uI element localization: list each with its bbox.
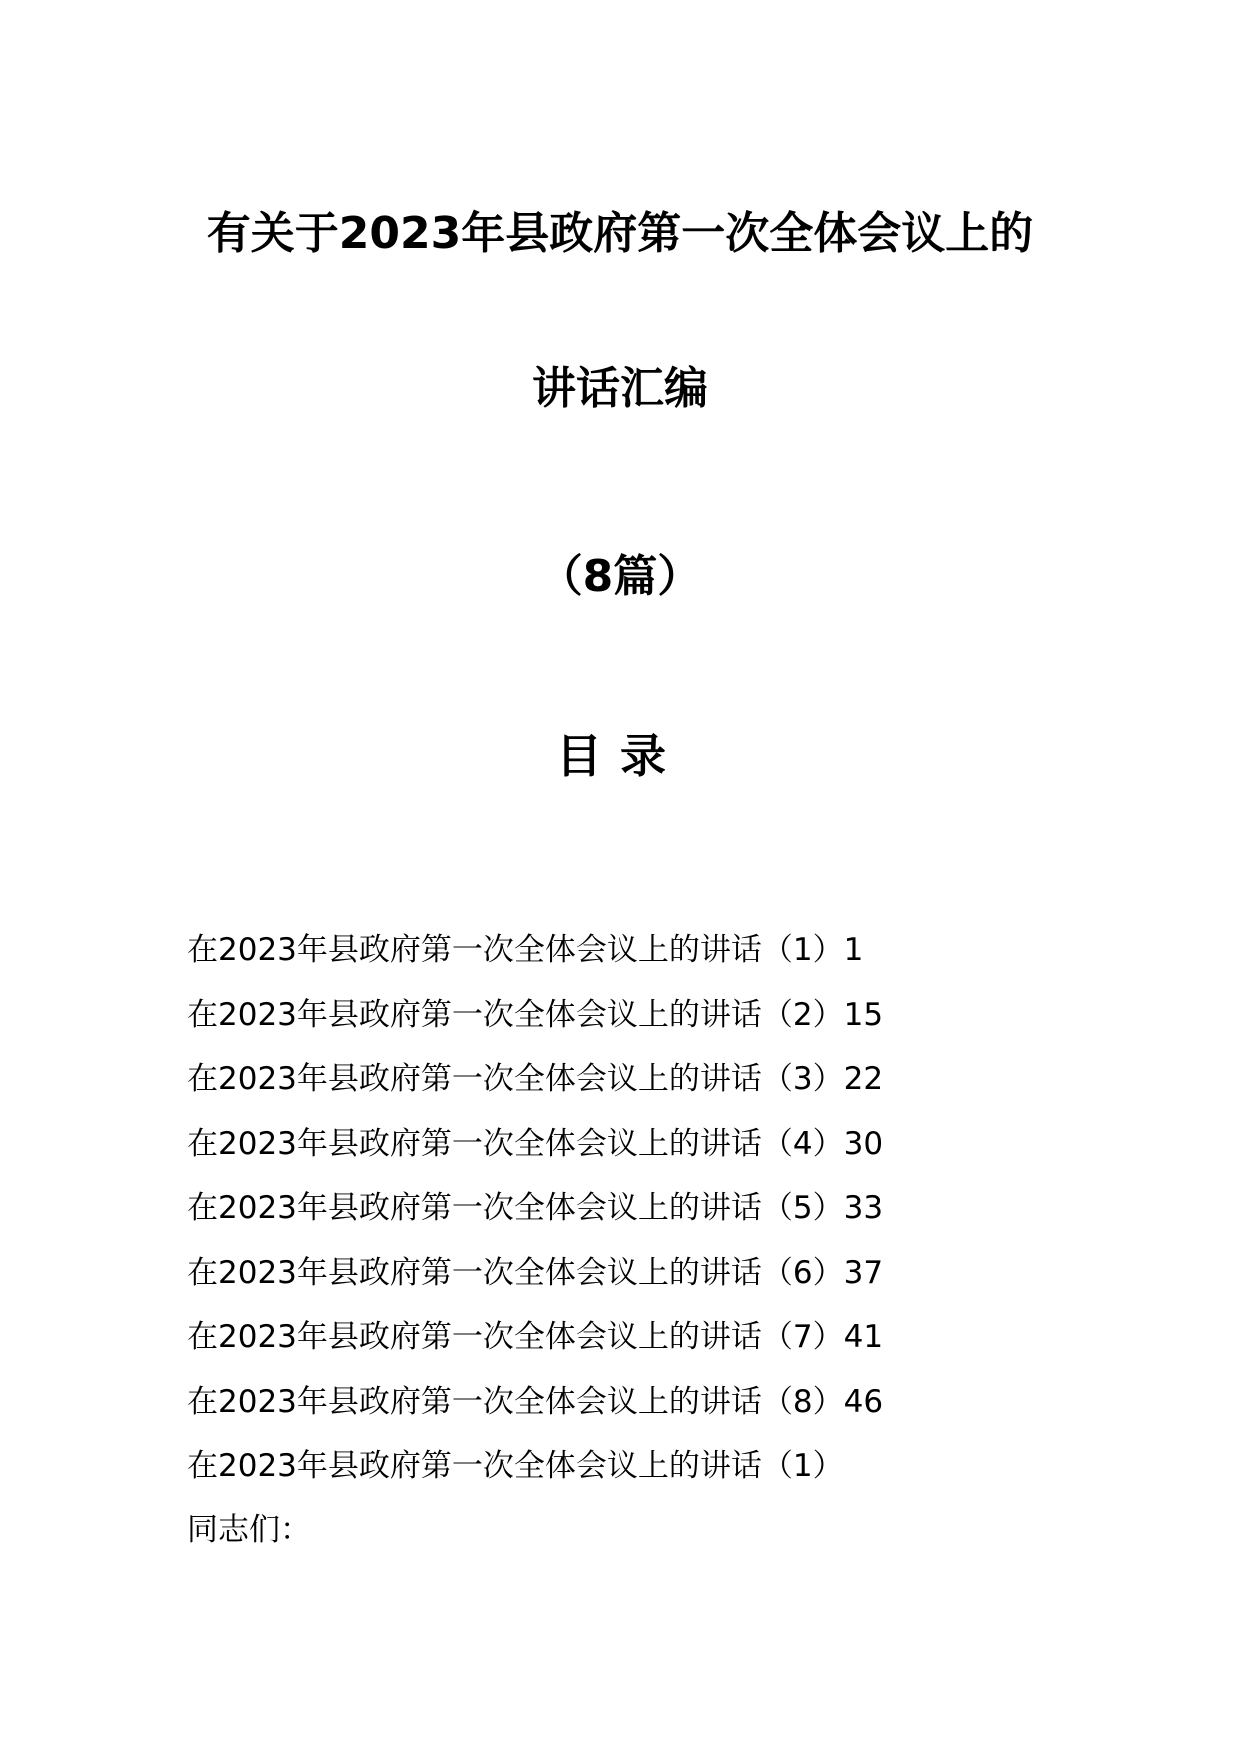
toc-link[interactable]: 在2023年县政府第一次全体会议上的讲话（5）33	[187, 1190, 884, 1226]
toc-item[interactable]	[187, 1112, 1087, 1177]
toc-item[interactable]	[187, 918, 1087, 983]
toc-heading: 目录	[556, 729, 684, 783]
salutation-text: 同志们：	[187, 1512, 311, 1548]
toc-link[interactable]: 在2023年县政府第一次全体会议上的讲话（1）1	[187, 932, 864, 968]
toc-link[interactable]: 在2023年县政府第一次全体会议上的讲话（6）37	[187, 1254, 884, 1291]
toc-link[interactable]: 在2023年县政府第一次全体会议上的讲话（4）30	[187, 1125, 884, 1162]
toc-item[interactable]	[187, 983, 1087, 1048]
toc-item[interactable]	[187, 1176, 1087, 1241]
document-title-line-1: 有关于2023年县政府第一次全体会议上的	[206, 208, 1034, 259]
toc-link[interactable]: 在2023年县政府第一次全体会议上的讲话（8）46	[187, 1383, 884, 1420]
toc-link[interactable]: 在2023年县政府第一次全体会议上的讲话（3）22	[187, 1061, 884, 1097]
document-count: （8篇）	[538, 551, 702, 602]
toc-item[interactable]	[187, 1305, 1087, 1370]
toc-link[interactable]: 在2023年县政府第一次全体会议上的讲话（7）41	[187, 1319, 884, 1355]
toc-item[interactable]	[187, 1047, 1087, 1112]
toc-item[interactable]	[187, 1241, 1087, 1306]
toc-link[interactable]: 在2023年县政府第一次全体会议上的讲话（2）15	[187, 996, 884, 1033]
table-of-contents	[187, 918, 1087, 1434]
document-title-line-2: 讲话汇编	[532, 363, 708, 414]
toc-item[interactable]	[187, 1370, 1087, 1435]
section-heading: 在2023年县政府第一次全体会议上的讲话（1）	[187, 1448, 844, 1484]
